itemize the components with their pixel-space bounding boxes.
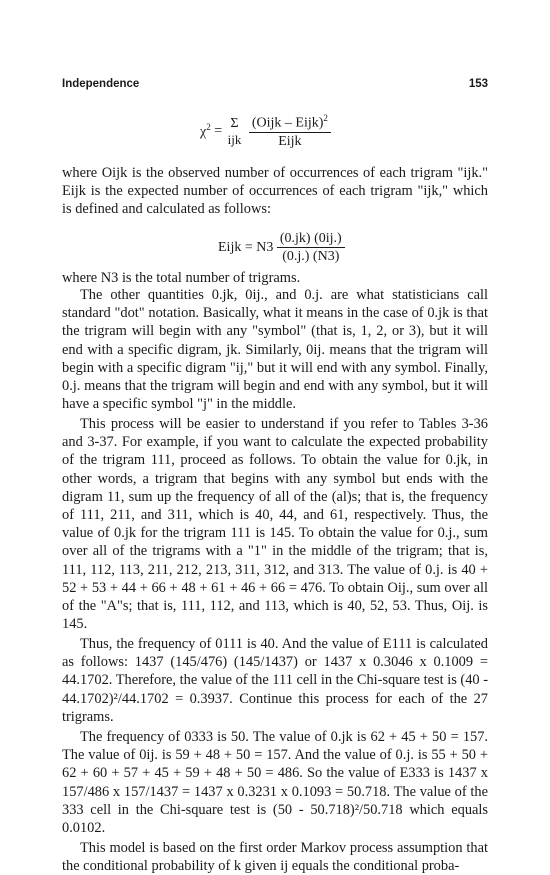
equals-sign: =	[244, 240, 253, 256]
fraction-numerator: (0.jk) (0ij.)	[277, 232, 345, 248]
running-header-section: Independence	[62, 78, 140, 90]
expected-lhs: Eijk	[218, 240, 242, 256]
coefficient: N3	[256, 240, 274, 256]
paragraph-definition: where Oijk is the observed number of occurrences of each trigram "ijk." Eijk is the expected number of occurrences of each trigram "ijk," which is defined and calculated as follows:	[62, 165, 488, 218]
paragraph-dot-notation: The other quantities 0.jk, 0ij., and 0.j. are what statisticians call standard "dot" notation. Basically, what it means in the case of 0.jk is that the trigram will begin with any "symbol" (that is, 1, 2, or 3), but it will end with a specific digram, jk. Similarly, 0ij. means that the trigram will begin with a specific digram "ij," but it will end with any symbol. Finally, 0.j. means that the trigram will begin and end with any symbol, but it will have a specific symbol "j" in the middle.	[62, 287, 488, 413]
running-header	[62, 78, 488, 94]
paragraph-e333: The frequency of 0333 is 50. The value of 0.jk is 62 + 45 + 50 = 157. The value of 0ij. is 59 + 48 + 50 = 157. And the value of 0.j. is 55 + 50 + 62 + 60 + 57 + 45 + 59 + 48 + 50 = 486. So the value of E333 is 1437 x 157/486 x 157/1437 = 1437 x 0.3231 x 0.1093 = 50.718. The value of the 333 cell in the Chi-square test is (50 - 50.718)²/50.718 which equals 0.0102.	[62, 729, 488, 837]
chi-square-formula	[200, 114, 331, 149]
sigma-index: ijk	[227, 131, 242, 147]
fraction-denominator: (0.j.) (N3)	[282, 249, 340, 264]
fraction-denominator: Eijk	[278, 133, 302, 149]
paragraph-markov: This model is based on the first order Markov process assumption that the conditional probability of k given ij equals the conditional proba-	[62, 840, 488, 875]
chi-square-fraction	[249, 114, 331, 149]
equals-sign: =	[214, 123, 223, 139]
summation	[228, 117, 242, 146]
expected-fraction	[277, 232, 345, 264]
fraction-numerator: (Oijk – Eijk)$^2$	[249, 114, 331, 133]
sigma-symbol: Σ	[230, 115, 239, 131]
chi-symbol: $\chi^2$	[200, 122, 211, 140]
page-number: 153	[468, 78, 488, 90]
paragraph-e111: Thus, the frequency of 0111 is 40. And the value of E111 is calculated as follows: 1437 (145/476) (145/1437) or 1437 x 0.3046 x 0.1009 = 44.1702. Therefore, the value of the 111 cell in the Chi-square test is (40 - 44.1702)²/44.1702 = 0.3937. Continue this process for each of the 27 trigrams.	[62, 636, 488, 725]
paragraph-n3: where N3 is the total number of trigrams.	[62, 270, 301, 286]
expected-value-formula	[218, 232, 345, 264]
paragraph-example: This process will be easier to understand if you refer to Tables 3-36 and 3-37. For example, if you want to calculate the expected probability of the trigram 111, proceed as follows. To obtain the value for 0.jk, in other words, a trigram that begins with any symbol but ends with the digram 11, sum up the frequency of all of the (al)s; that is, the frequency of 111, 211, and 311, which is 40, 44, and 61, respectively. Thus, the value of 0.jk for the trigram 111 is 145. To obtain the value for 0.j., sum over all of the trigrams with a "1" in the middle of the trigram; that is, 111, 112, 113, 211, 212, 213, 311, 312, and 313. The value of 0.j. is 40 + 52 + 53 + 44 + 66 + 48 + 61 + 46 + 66 = 476. To obtain Oij., sum over all of the "A"s; that is, 111, 112, and 113, which is 40, 52, 53. Thus, Oij. is 145.	[62, 416, 488, 633]
